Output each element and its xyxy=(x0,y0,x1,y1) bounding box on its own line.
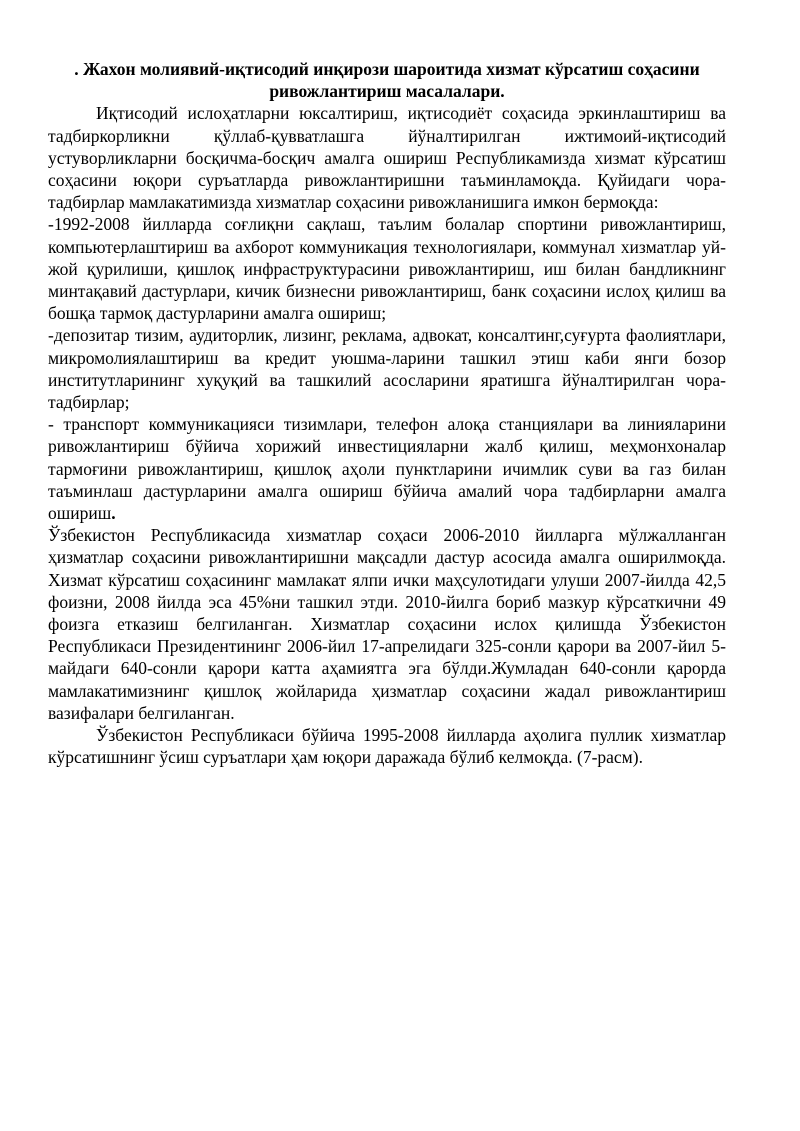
paragraph-services-program: Ўзбекистон Республикасида хизматлар соҳаси 2006-2010 йилларга мўлжалланган ҳизматлар соҳасини ривожлантиришни мақсадли дастур асосида амалга оширилмоқда. Хизмат кўрсатиш соҳасининг мамлакат ялпи ички маҳсулотидаги улуши 2007-йилда 42,5 фоизни, 2008 йилда эса 45%ни ташкил этди. 2010-йилга бориб мазкур кўрсаткични 49 фоизга етказиш белгиланган. Хизматлар соҳасини ислох қилишда Ўзбекистон Республикаси Президентининг 2006-йил 17-апрелидаги 325-сонли қарори ва 2007-йил 5-майдаги 640-сонли қарори катта аҳамиятга эга бўлди.Жумладан 640-сонли қарорда мамлакатимизнинг қишлоқ жойларида ҳизматлар соҳасини жадал ривожлантириш вазифалари белгиланган. xyxy=(48,525,726,723)
paragraph-intro: Иқтисодий ислоҳатларни юксалтириш, иқтисодиёт соҳасида эркинлаштириш ва тадбиркорликни қўллаб-қувватлашга йўналтирилган ижтимоий-иқтисодий устуворликларни босқичма-босқич амалга ошириш Республикамизда хизмат кўрсатиш соҳасини юқори суръатларда ривожлантиришни таъминламоқда. Қуйидаги чора-тадбирлар мамлакатимизда хизматлар соҳасини ривожланишига имкон бермоқда: xyxy=(48,103,726,213)
document-title: . Жахон молиявий-иқтисодий инқирози шароитида хизмат кўрсатиш соҳасини ривожлантириш масалалари. xyxy=(74,59,700,102)
paragraph-list-item-3-period: . xyxy=(111,503,116,524)
document-page xyxy=(48,58,726,769)
paragraph-list-item-2: -депозитар тизим, аудиторлик, лизинг, реклама, адвокат, консалтинг,суғурта фаолиятлари, микромолиялаштириш ва кредит уюшма-ларини ташкил этиш каби янги бозор институтларининг хуқуқий ва ташкилий асосларини яратишга йўналтирилган чора-тадбирлар; xyxy=(48,325,726,413)
paragraph-list-item-1: -1992-2008 йилларда соғлиқни сақлаш, таълим болалар спортини ривожлантириш, компьютерлаштириш ва ахборот коммуникация технологиялари, коммунал хизматлар уй-жой қурилиши, қишлоқ инфраструктурасини ривожлантириш, иш билан бандликнинг минтақавий дастурлари, кичик бизнесни ривожлантириш, банк соҳасини ислоҳ қилиш ва бошқа тармоқ дастурларини амалга ошириш; xyxy=(48,214,726,324)
paragraph-list-item-3-text: - транспорт коммуникацияси тизимлари, телефон алоқа станциялари ва линияларини ривожлантириш бўйича хорижий инвестицияларни жалб қилиш, меҳмонхоналар тармоғини ривожлантириш, қишлоқ аҳоли пунктларини ичимлик суви ва газ билан таъминлаш дастурларини амалга ошириш бўйича амалий чора тадбирларни амалга ошириш xyxy=(48,414,726,524)
paragraph-list-item-3 xyxy=(48,413,726,524)
paragraph-growth-rates: Ўзбекистон Республикаси бўйича 1995-2008 йилларда аҳолига пуллик хизматлар кўрсатишнинг ўсиш суръатлари ҳам юқори даражада бўлиб келмоқда. (7-расм). xyxy=(48,725,726,768)
